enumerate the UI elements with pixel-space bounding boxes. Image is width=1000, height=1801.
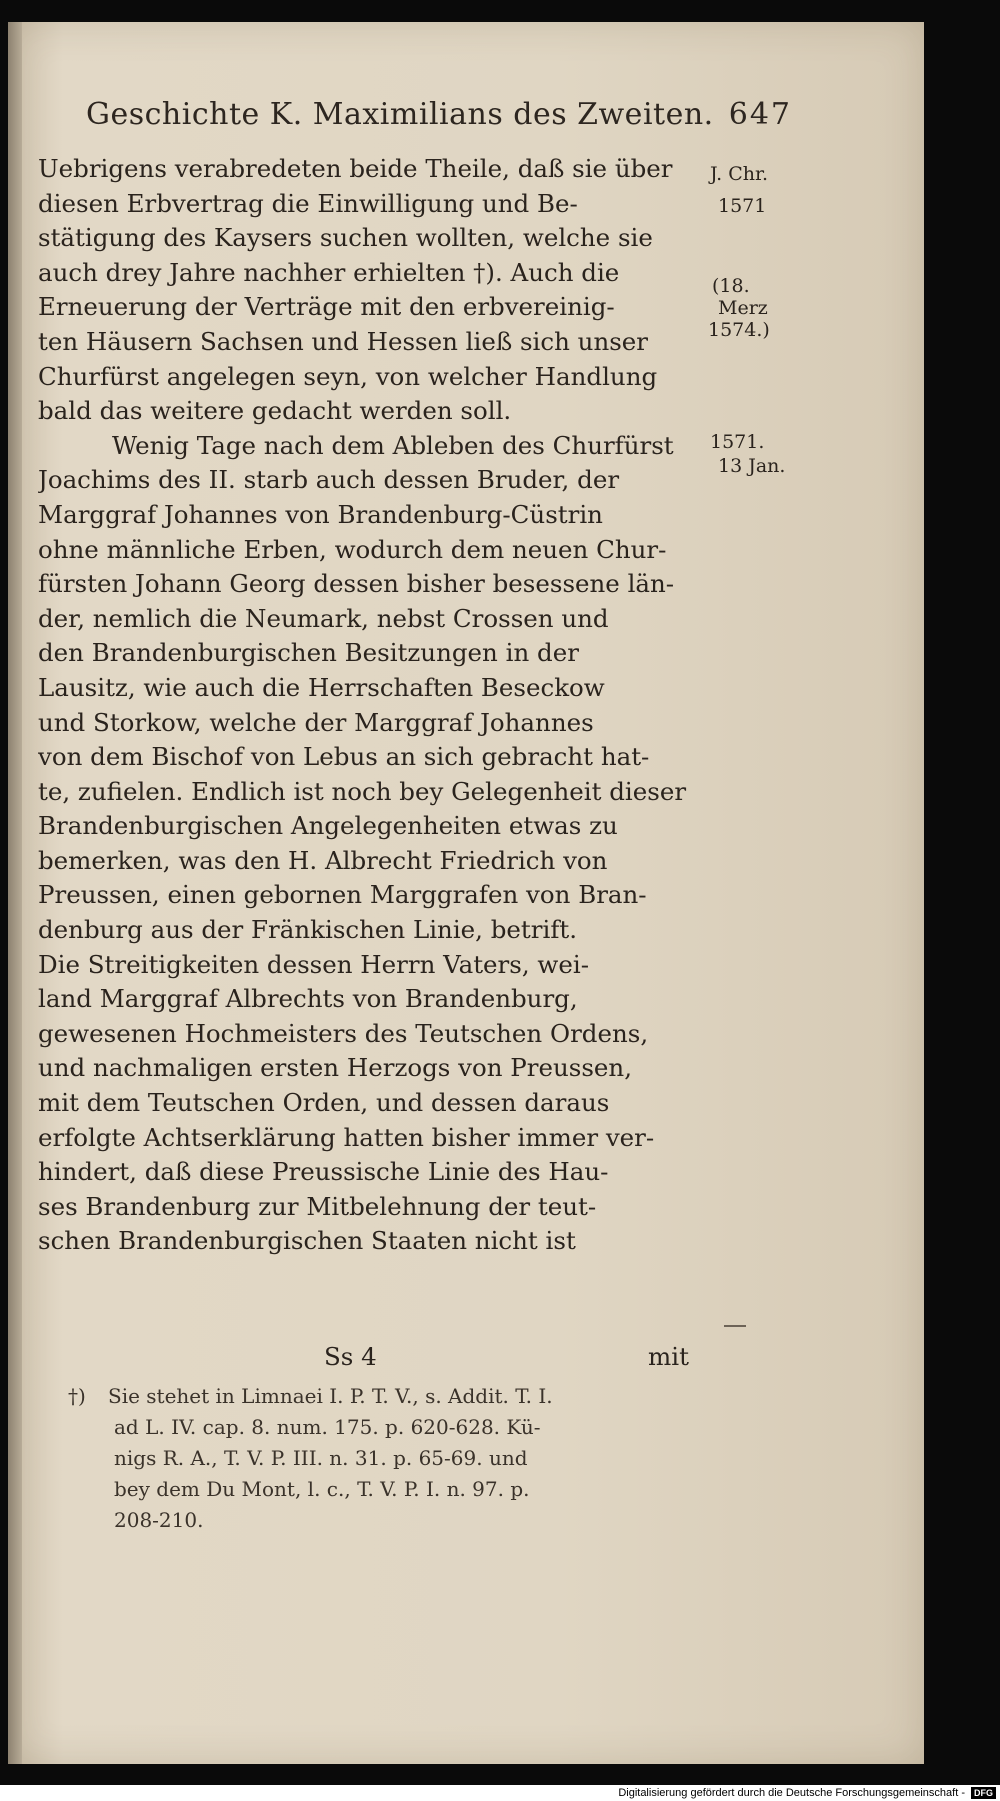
body-line: Marggraf Johannes von Brandenburg-Cüstrin bbox=[38, 499, 603, 529]
signature-mark: Ss 4 bbox=[324, 1342, 377, 1371]
body-line: mit dem Teutschen Orden, und dessen daraus bbox=[38, 1088, 610, 1118]
body-line: schen Brandenburgischen Staaten nicht ist bbox=[38, 1226, 576, 1256]
body-line: hindert, daß diese Preussische Linie des Hau- bbox=[38, 1157, 609, 1187]
footnote-line: 208-210. bbox=[114, 1508, 204, 1532]
catchword: mit bbox=[648, 1342, 689, 1371]
body-text bbox=[38, 152, 704, 1259]
digitization-notice: Digitalisierung gefördert durch die Deutsche Forschungsgemeinschaft - bbox=[618, 1787, 965, 1799]
body-line: von dem Bischof von Lebus an sich gebracht hat- bbox=[38, 742, 650, 772]
footnote-mark: †) bbox=[68, 1384, 86, 1408]
body-line: Die Streitigkeiten dessen Herrn Vaters, wei- bbox=[38, 949, 589, 979]
body-line: ohne männliche Erben, wodurch dem neuen Chur- bbox=[38, 534, 667, 564]
margin-note-date-year: 1574.) bbox=[708, 319, 770, 341]
body-line: Wenig Tage nach dem Ableben des Churfürst bbox=[112, 430, 674, 460]
body-line: diesen Erbvertrag die Einwilligung und Be- bbox=[38, 188, 578, 218]
footnote-line: ad L. IV. cap. 8. num. 175. p. 620-628. Kü- bbox=[114, 1415, 541, 1439]
page-number: 647 bbox=[728, 97, 792, 132]
body-line: Uebrigens verabredeten beide Theile, daß sie über bbox=[38, 154, 673, 183]
body-line: bemerken, was den H. Albrecht Friedrich von bbox=[38, 845, 608, 875]
body-line: den Brandenburgischen Besitzungen in der bbox=[38, 638, 579, 668]
digitization-banner bbox=[0, 1785, 1000, 1801]
book-page bbox=[8, 22, 924, 1764]
margin-note-year: 1571. bbox=[710, 431, 765, 453]
margin-note-date-day: (18. bbox=[712, 275, 750, 297]
footnote-line bbox=[68, 1381, 728, 1412]
dfg-logo: DFG bbox=[971, 1787, 996, 1799]
footnote-text: Sie stehet in Limnaei I. P. T. V., s. Addit. T. I. bbox=[108, 1384, 553, 1408]
margin-dash bbox=[724, 1325, 746, 1327]
body-line: ten Häusern Sachsen und Hessen ließ sich unser bbox=[38, 326, 649, 356]
body-line: stätigung des Kaysers suchen wollten, welche sie bbox=[38, 223, 653, 253]
body-line: land Marggraf Albrechts von Brandenburg, bbox=[38, 984, 578, 1014]
margin-note-year: 1571 bbox=[718, 195, 767, 217]
body-line: auch drey Jahre nachher erhielten †). Auch die bbox=[38, 257, 620, 287]
body-line: erfolgte Achtserklärung hatten bisher immer ver- bbox=[38, 1122, 655, 1152]
body-line: und nachmaligen ersten Herzogs von Preussen, bbox=[38, 1053, 632, 1083]
body-line: Churfürst angelegen seyn, von welcher Handlung bbox=[38, 361, 658, 391]
page-spine-shadow bbox=[8, 22, 22, 1764]
body-line: gewesenen Hochmeisters des Teutschen Ordens, bbox=[38, 1018, 649, 1048]
margin-note-era: J. Chr. bbox=[710, 163, 769, 185]
body-line: und Storkow, welche der Marggraf Johannes bbox=[38, 707, 594, 737]
body-line: Brandenburgischen Angelegenheiten etwas zu bbox=[38, 811, 618, 841]
body-line: ses Brandenburg zur Mitbelehnung der teut- bbox=[38, 1191, 597, 1221]
footnote-line: nigs R. A., T. V. P. III. n. 31. p. 65-69. und bbox=[114, 1446, 528, 1470]
body-line: bald das weitere gedacht werden soll. bbox=[38, 396, 512, 426]
body-line: fürsten Johann Georg dessen bisher besessene län- bbox=[38, 569, 675, 599]
margin-note-date: 13 Jan. bbox=[718, 455, 786, 477]
running-header bbox=[86, 97, 792, 145]
body-line: Joachims des II. starb auch dessen Bruder, der bbox=[38, 465, 620, 495]
footnote bbox=[68, 1381, 728, 1536]
footnote-line: bey dem Du Mont, l. c., T. V. P. I. n. 97. p. bbox=[114, 1477, 530, 1501]
margin-note-date-month: Merz bbox=[718, 297, 768, 319]
body-line: te, zufielen. Endlich ist noch bey Gelegenheit dieser bbox=[38, 776, 687, 806]
body-line: der, nemlich die Neumark, nebst Crossen und bbox=[38, 603, 609, 633]
running-title: Geschichte K. Maximilians des Zweiten. bbox=[86, 97, 714, 132]
body-line: Erneuerung der Verträge mit den erbvereinig- bbox=[38, 292, 615, 322]
body-line: Preussen, einen gebornen Marggrafen von Bran- bbox=[38, 880, 647, 910]
body-line: denburg aus der Fränkischen Linie, betrift. bbox=[38, 915, 578, 945]
body-line: Lausitz, wie auch die Herrschaften Beseckow bbox=[38, 672, 605, 702]
